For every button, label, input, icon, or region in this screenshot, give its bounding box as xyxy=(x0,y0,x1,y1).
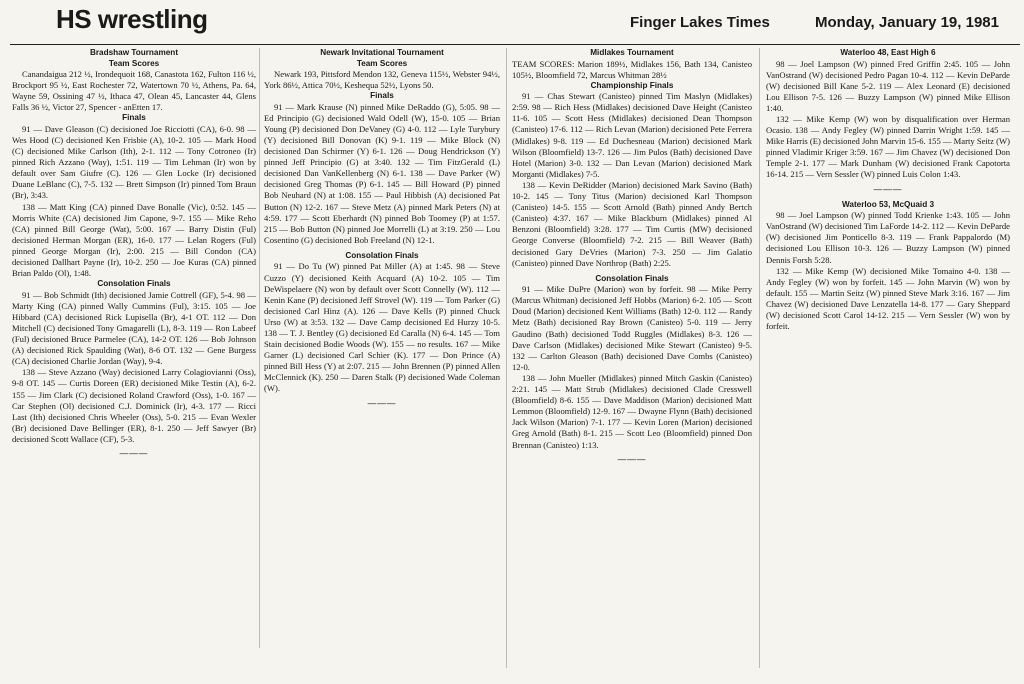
masthead-rule xyxy=(10,44,1020,45)
midlakes-consolation-head: Consolation Finals xyxy=(595,273,669,283)
midlakes-consolation: 91 — Mike DuPre (Marion) won by forfeit. 98 — Mike Perry (Marcus Whitman) decisioned Jeff Hobbs (Marion) 6-2. 105 — Scott Doud (Marion) decisioned Kent Williams (Bath) 12-0. 112 — Randy Metz (Bath) decisioned Ray Brown (Canisteo) 5-0. 119 — Jerry Gaudino (Bath) decisioned Todd Ruggles (Midlakes) 8-3. 126 — Dave Carlson (Midlakes) decisioned Mike Stewart (Canisteo) 9-5. 132 — Carlton Gleason (Bath) decisioned Dave Combs (Canisteo) 12-0. xyxy=(512,284,752,372)
midlakes-consolation-2: 138 — John Mueller (Midlakes) pinned Mitch Gaskin (Canisteo) 2:21. 145 — Matt Strub (Midlakes) decisioned Clade Cresswell (Bloomfield) 8-6. 155 — Dave Maddison (Marion) decisioned Matt Lemmon (Bloomfield) 12-9. 167 — Dwayne Flynn (Bath) decisioned Jack Wilson (Marion) 7-1. 177 — Kevin Loren (Marion) decisioned Greg Arnold (Bath) 8-1. 215 — Scott Leo (Bloomfield) pinned Don Brennan (Canisteo) 1:13. xyxy=(512,372,752,450)
bradshaw-finals-2: 138 — Matt King (CA) pinned Dave Bonalle (Vic), 0:52. 145 — Morris White (CA) decisioned Jim Capone, 9-7. 155 — Mike Reho (CA) pinned Bill George (Wat), 5:00. 167 — Barry Distin (Ful) decisioned Herman Morgan (ER), 16-0. 177 — Lelan Rogers (Ful) pinned George Morgan (Ir), 2:00. 215 — Bill Condon (CA) decisioned Dallhart Payne (Ir), 10-2. 250 — Joe Kuras (CA) pinned Brian Paldo (Ol), 1:48. xyxy=(12,201,256,279)
newark-end-mark: ——— xyxy=(367,397,397,408)
waterloo-east-results: 98 — Joel Lampson (W) pinned Fred Griffin 2:45. 105 — John VanOstrand (W) decisioned Pedro Pagan 10-4. 112 — Kevin DeParde (W) decisioned Bill Kane 5-2. 119 — Alex Leonard (E) decisioned Lou Ellison 7-5. 126 — Buzzy Lampson (W) pinned Mike Ellison 1:40. xyxy=(766,58,1010,113)
newspaper-name: Finger Lakes Times xyxy=(630,14,770,31)
waterloo-east-title: Waterloo 48, East High 6 xyxy=(840,48,936,57)
section-title: HS wrestling xyxy=(56,4,208,34)
newark-consolation: 91 — Do Tu (W) pinned Pat Miller (A) at 1:45. 98 — Steve Cuzzo (Y) decisioned Keith Acquard (A) 10-2. 105 — Tim DeWispelaere (N) won by default over Scott Connelly (W). 112 — Kenin Kane (P) decisioned Jeff Strovel (W). 119 — Tom Parker (G) decisioned Carl Hinz (A). 126 — Dave Kells (P) pinned Chuck Urso (W) at 3:53. 132 — Dave Camp decisioned Ed Hurzy 10-5. 138 — T. J. Bentley (G) decisioned Ed Caralla (N) 6-4. 145 — Tom Stain decisioned Bodie Woods (W). 155 — no results. 167 — Mike Garner (L) decisioned Carl Schier (K). 177 — Don Prince (A) pinned Bill Hess (Y) at 2:07. 215 — John Brennen (P) pinned Allen McClennick (K). 250 — Daren Stalk (P) decisioned Wade Coleman (W). xyxy=(264,261,500,394)
midlakes-title: Midlakes Tournament xyxy=(590,48,674,57)
bradshaw-consolation-head: Consolation Finals xyxy=(97,279,171,289)
column-bradshaw xyxy=(12,48,256,459)
midlakes-championship-head: Championship Finals xyxy=(590,80,674,90)
waterloo-east-results-2: 132 — Mike Kemp (W) won by disqualification over Herman Ocasio. 138 — Andy Fegley (W) pinned Darrin Wright 1:59. 145 — Mike Harris (E) decisioned John Marvin 15-6. 155 — Marty Seitz (W) pinned Vladimir Kriger 3:59. 167 — Jim Chavez (W) decisioned Don Temple 2-1. 177 — Mark Dunham (W) decisioned Frank Capotorta 16-14. 215 — Vern Sessler (W) pinned Luis Colon 1:43. xyxy=(766,113,1010,180)
newark-title: Newark Invitational Tournament xyxy=(320,48,444,57)
bradshaw-finals: 91 — Dave Gleason (C) decisioned Joe Ricciotti (CA), 6-0. 98 — Wes Hood (C) decisioned Ken Frisbie (A), 10-2. 105 — Mark Hood (C) decisioned Mike Carlson (Ith), 2-1. 112 — Tony Cotroneo (Ir) pinned Rich Azzano (Way), 1:51. 119 — Tim Lehman (Ir) won by default over Sam Giufre (C). 126 — Glen Locke (Ir) decisioned Duane LeBlanc (C), 7-5. 132 — Brett Simpson (Ir) pinned Tom Braun (Br), 3:43. xyxy=(12,123,256,201)
bradshaw-team-scores: Canandaigua 212 ½, Irondequoit 168, Canastota 162, Fulton 116 ½, Brockport 95 ½, East Rochester 72, Watertown 70 ½, Athens, Pa. 64, Wayne 59, Ossining 47 ½, Ithaca 47, Olean 45, Lancaster 44, Glens Falls 36 ½, Victor 27, Spencer - anEtten 17. xyxy=(12,69,256,113)
column-divider xyxy=(506,48,507,668)
waterloo-mcquaid-title: Waterloo 53, McQuaid 3 xyxy=(841,199,935,209)
column-divider xyxy=(759,48,760,668)
bradshaw-title: Bradshaw Tournament xyxy=(89,48,179,57)
midlakes-championship-2: 138 — Kevin DeRidder (Marion) decisioned Mark Savino (Bath) 10-2. 145 — Tony Titus (Marion) decisioned Karl Thompson (Canisteo) 14-5. 155 — Scott Arnold (Bath) pinned Andy Bertch (Canisteo) 4:37. 167 — Mike Blackburn (Midlakes) pinned Al Benzoni (Bloomfield) 3:28. 177 — Tim Curtis (MW) decisioned George Converse (Bloomfield) 7-2. 215 — Bill Weaver (Bath) decisioned Gary DeVries (Marion) 7-3. 250 — Jim Galatio (Canisteo) pinned Dave Northrop (Bath) 2:25. xyxy=(512,179,752,268)
bradshaw-consolation-2: 138 — Steve Azzano (Way) decisioned Larry Colagiovianni (Oss), 9-8 OT. 145 — Curtis Doreen (ER) decisioned Mike Testin (A), 6-2. 155 — Jim Clark (C) decisioned Roland Crawford (Oss), 1-0. 167 — Car Stephen (Ol) decisioned C.J. Dominick (Ir), 4-3. 177 — Ricci Last (Ith) decisioned Chris Wheeler (Oss), 5-0. 215 — Evan Wexler (Br) decisioned Dave Bellinger (ER), 8-1. 250 — Jeff Sawyer (Br) decisioned Scott Wallace (CF), 5-3. xyxy=(12,367,256,444)
bradshaw-scores-head: Team Scores xyxy=(108,58,160,68)
newark-finals: 91 — Mark Krause (N) pinned Mike DeRaddo (G), 5:05. 98 — Ed Principio (G) decisioned Wald Odell (W), 15-0. 105 — Brian Young (P) decisioned Don DeVaney (G) 4-0. 112 — Lyle Turybury (Y) decisioned Bill Donovan (K) 9-1. 119 — Mike Block (N) decisioned Dan Schirmer (Y) 6-1. 126 — Doug Hendrickson (Y) pinned Jeff Principio (G) at 3:40. 132 — Tim FitzGerald (L) decisioned Dan VanKellenberg (N) 6-1. 138 — Dave Parker (W) decisioned Greg Thomas (P) 6-1. 145 — Bill Howard (P) pinned Bob Neuhard (N) at 1:08. 155 — Paul Hibbish (A) decisioned Pat Button (N) 12-2. 167 — Steve Metz (A) pinned Mark Peters (N) at 4:59. 177 — Scott Eberhardt (N) pinned Bob Toomey (P) at 1:57. 215 — Bob Button (N) pinned Joe Morrelli (L) at 3:19. 250 — Lou Cosentino (G) decisioned Bob Freeland (N) 12-1. xyxy=(264,101,500,245)
waterloo-mcquaid-results-2: 132 — Mike Kemp (W) decisioned Mike Tomaino 4-0. 138 — Andy Fegley (W) won by forfeit. 145 — John Marvin (W) won by default. 155 — Martin Seitz (W) pinned Steve Mark 3:16. 167 — Jim Chavez (W) decisioned Dave Lenzatella 14-8. 177 — Gary Sheppard (W) decisioned Scott Carol 14-12. 215 — Vern Sessler (W) won by forfeit. xyxy=(766,265,1010,332)
bradshaw-consolation: 91 — Bob Schmidt (Ith) decisioned Jamie Cottrell (GF), 5-4. 98 — Marty King (CA) pinned Wally Cummins (Ful), 3:15. 105 — Joe Hibbard (CA) decisioned Rick Lupisella (Br), 4-1 OT. 112 — Don Mitchell (C) decisioned Tony Gmagarelli (L), 8-3. 119 — Ron Labeef (Ful) decisioned Bruce Parmelee (CA), 14-2 OT. 126 — Bob Johnson (A) decisioned Rick Spaulding (Wat), 8-6 OT. 132 — Gene Burgess (CA) decisioned Charlie Jordan (Way), 9-4. xyxy=(12,289,256,367)
midlakes-end-mark: ——— xyxy=(617,453,647,464)
newark-consolation-head: Consolation Finals xyxy=(345,250,419,260)
bradshaw-finals-head: Finals xyxy=(122,113,146,123)
newark-scores-head: Team Scores xyxy=(356,58,408,68)
column-newark xyxy=(264,48,500,409)
column-midlakes xyxy=(512,48,752,465)
column-divider xyxy=(259,48,260,648)
waterloo-mcquaid-results: 98 — Joel Lampson (W) pinned Todd Krienke 1:43. 105 — John VanOstrand (W) decisioned Tim LaForde 14-2. 112 — Kevin DeParde (W) decisioned Jim Ponticello 8-3. 119 — Frank Pappalordo (M) decisioned Lou Ellison 10-3. 126 — Buzzy Lampson (W) pinned Dennis Forsh 5:28. xyxy=(766,210,1010,265)
newark-team-scores: Newark 193, Pittsford Mendon 132, Geneva 115½, Webster 94½, York 86½, Attica 70½, Keshequa 52½, Lyons 50. xyxy=(264,69,500,91)
midlakes-championship: 91 — Chas Stewart (Canisteo) pinned Tim Maslyn (Midlakes) 2:59. 98 — Rich Hess (Midlakes) decisioned Dave Height (Canisteo 11-6. 105 — Scott Hess (Midlakes) decisioned Dean Thompson (Canisteo) 17-6. 112 — Rich Levan (Marion) decisioned Pete Ferrera (Midlakes) 9-8. 119 — Ed Duchesneau (Marion) decisioned Mark Wilson (Bloomfield) 13-7. 126 — Jim Pulos (Bath) decisioned Dave Hotel (Marion) 3-0. 132 — Dan Levan (Marion) decisioned Mark Morganti (Midlakes) 7-5. xyxy=(512,91,752,179)
newark-finals-head: Finals xyxy=(370,91,394,101)
column-waterloo xyxy=(766,48,1010,332)
edition-date: Monday, January 19, 1981 xyxy=(815,14,999,31)
midlakes-team-scores: TEAM SCORES: Marion 189½, Midlakes 156, Bath 134, Canisteo 105½, Bloomfield 72, Marcus Whitman 28½ xyxy=(512,58,752,80)
masthead xyxy=(0,0,1024,46)
bradshaw-end-mark: ——— xyxy=(119,448,149,458)
waterloo-separator: ——— xyxy=(873,183,903,194)
